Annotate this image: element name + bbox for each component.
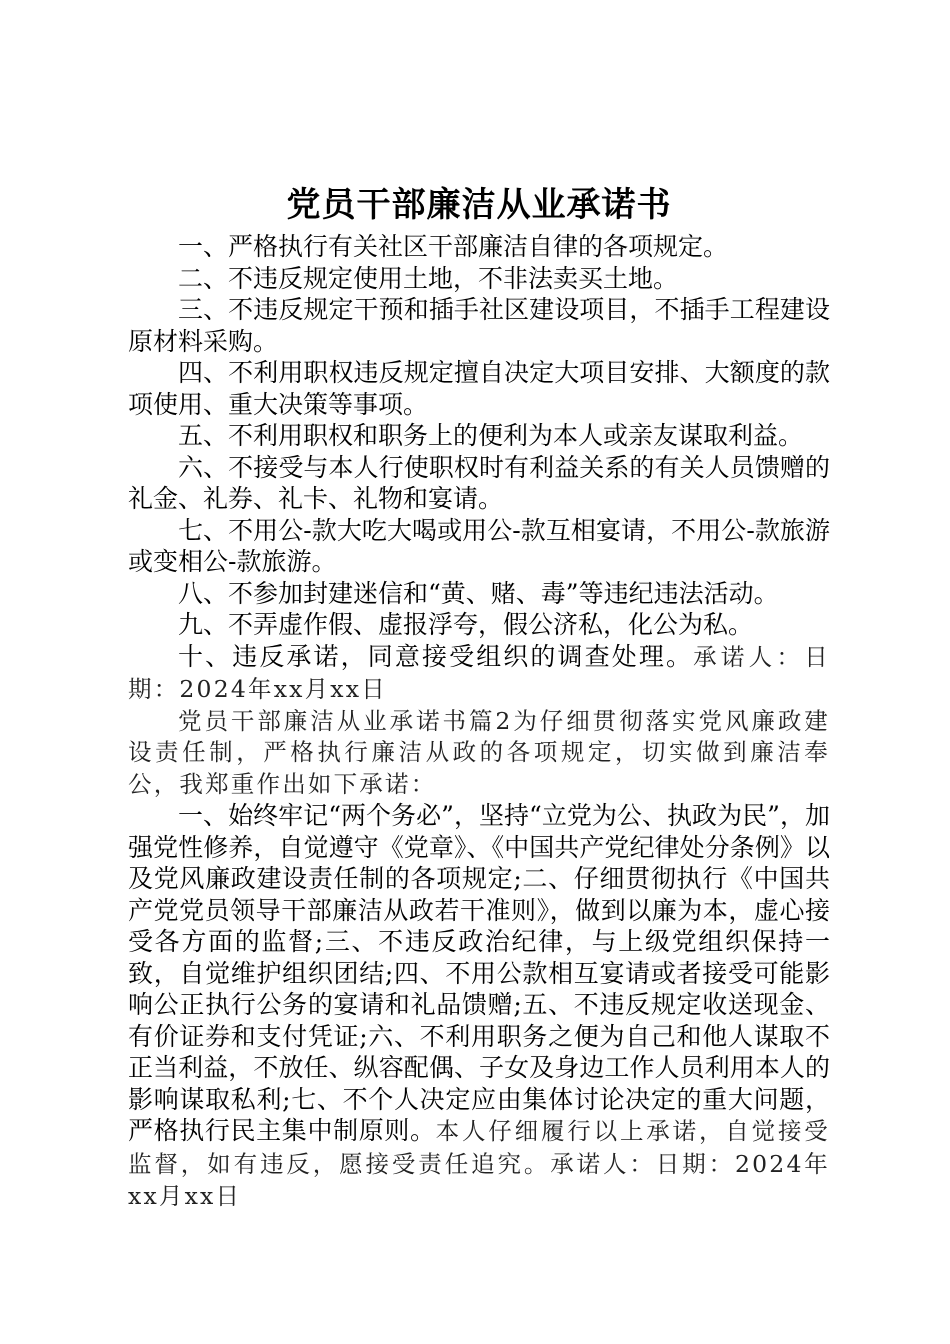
- commitment-item: 二、不违反规定使用土地，不非法卖买土地。: [178, 263, 679, 293]
- document-page: [128, 183, 830, 1213]
- commitment-item-10: [128, 641, 830, 706]
- section2-intro: 党员干部廉洁从业承诺书篇2为仔细贯彻落实党风廉政建设责任制，严格执行廉洁从政的各项规定，切实做到廉洁奉公，我郑重作出如下承诺：: [128, 706, 830, 798]
- commitment-item: 一、严格执行有关社区干部廉洁自律的各项规定。: [178, 232, 729, 261]
- commitment-item: 七、不用公-款大吃大喝或用公-款互相宴请，不用公-款旅游或变相公-款旅游。: [128, 515, 830, 576]
- commitment-item: 六、不接受与本人行使职权时有利益关系的有关人员馈赠的礼金、礼券、礼卡、礼物和宴请。: [128, 452, 830, 513]
- commitment-item: 四、不利用职权违反规定擅自决定大项目安排、大额度的款项使用、重大决策等事项。: [128, 358, 830, 419]
- commitment-item: 三、不违反规定干预和插手社区建设项目，不插手工程建设原材料采购。: [128, 295, 830, 356]
- commitment-item: 五、不利用职权和职务上的便利为本人或亲友谋取利益。: [178, 421, 804, 450]
- section2-body: [128, 800, 830, 1213]
- section2-commitments: 一、始终牢记“两个务必”，坚持“立党为公、执政为民”，加强党性修养，自觉遵守《党章》、《中国共产党纪律处分条例》以及党风廉政建设责任制的各项规定;二、仔细贯彻执行《中国共产党党员领导干部廉洁从政若干准则》，做到以廉为本，虚心接受各方面的监督;三、不违反政治纪律，与上级党组织保持一致，自觉维护组织团结;四、不用公款相互宴请或者接受可能影响公正执行公务的宴请和礼品馈赠;五、不违反规定收送现金、有价证券和支付凭证;六、不利用职务之便为自己和他人谋取不正当利益，不放任、纵容配偶、子女及身边工作人员利用本人的影响谋取私利;七、不个人决定应由集体讨论决定的重大问题，严格执行民主集中制原则。: [128, 801, 830, 1145]
- commitment-item: 九、不弄虚作假、虚报浮夸，假公济私，化公为私。: [178, 610, 754, 639]
- signature-line: 承诺人：日期：2024年xx月xx日: [128, 642, 830, 703]
- commitment-10-text: 十、违反承诺，同意接受组织的调查处理。: [178, 641, 694, 671]
- section2-closing: 本人仔细履行以上承诺，自觉接受监督，如有违反，愿接受责任追究。承诺人：日期：2024年xx月xx日: [128, 1117, 830, 1210]
- document-title: 党员干部廉洁从业承诺书: [286, 185, 672, 225]
- commitment-item: 八、不参加封建迷信和“黄、赌、毒”等违纪违法活动。: [178, 578, 779, 608]
